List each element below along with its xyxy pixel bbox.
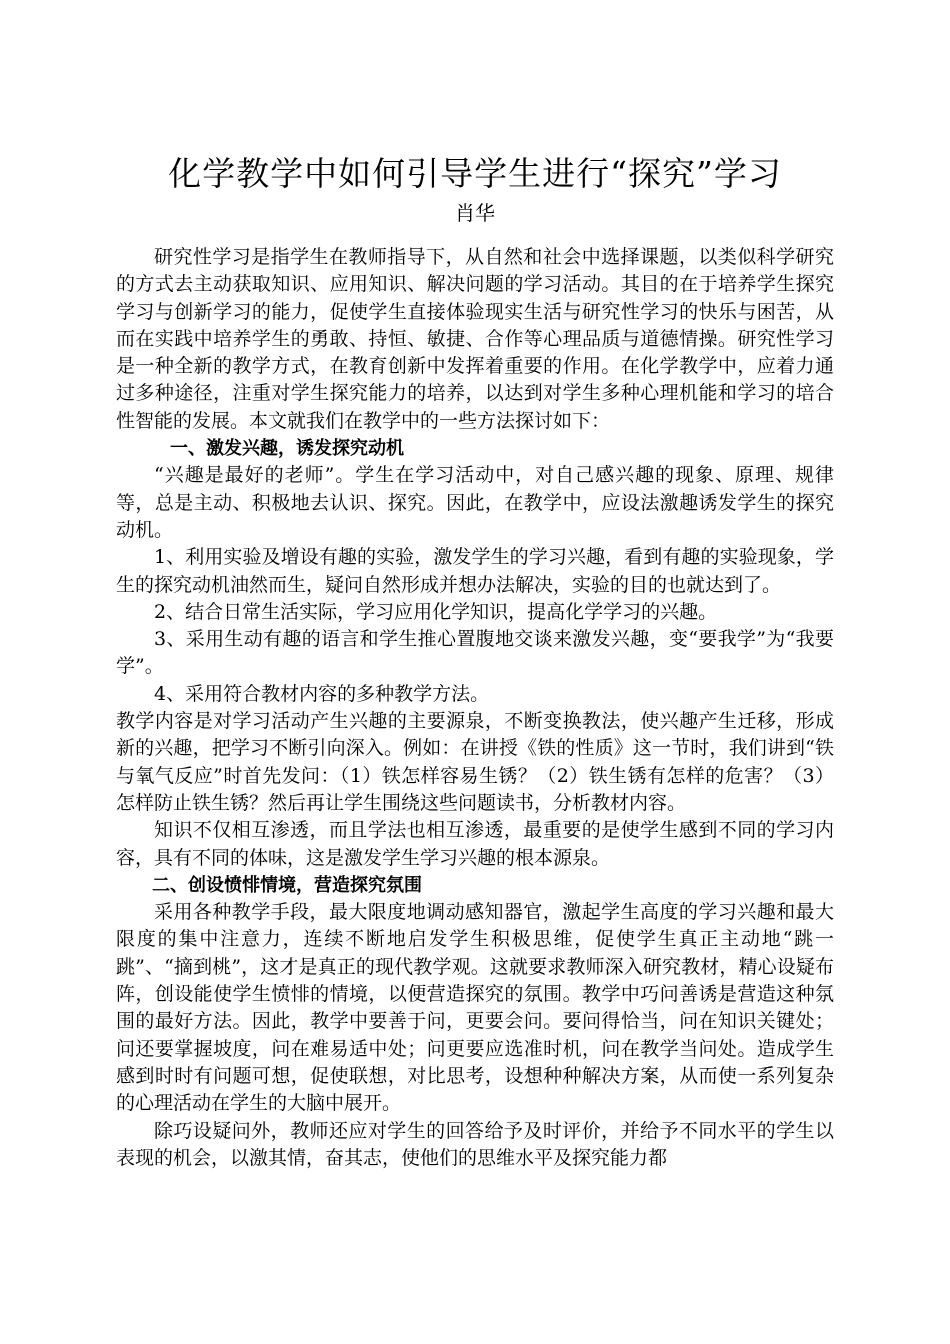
section1-paragraph-2: 教学内容是对学习活动产生兴趣的主要源泉，不断变换教法，使兴趣产生迁移，形成新的兴趣，把学习不断引向深入。例如：在讲授《铁的性质》这一节时，我们讲到“铁与氧气反应”时首先发问：（1）铁怎样容易生锈？（2）铁生锈有怎样的危害？（3）怎样防止铁生锈？然后再让学生围绕这些问题读书，分析教材内容。: [116, 710, 834, 814]
section1-item-4: 4、采用符合教材内容的多种教学方法。: [154, 682, 490, 705]
section1-paragraph-3: 知识不仅相互渗透，而且学法也相互渗透，最重要的是使学生感到不同的学习内容，具有不同的体味，这是激发学生学习兴趣的根本源泉。: [116, 819, 834, 869]
document-author: 肖华: [455, 201, 495, 225]
section1-item-2: 2、结合日常生活实际，学习应用化学知识，提高化学学习的兴趣。: [154, 600, 718, 623]
document-body: [116, 244, 834, 1172]
section-heading-1: 一、激发兴趣，诱发探究动机: [170, 438, 404, 460]
section1-item-3: 3、采用生动有趣的语言和学生推心置腹地交谈来激发兴趣，变“要我学”为“我要学”。: [116, 628, 834, 678]
document-title: 化学教学中如何引导学生进行“探究”学习: [168, 154, 782, 193]
section2-paragraph-2: 除巧设疑问外，教师还应对学生的回答给予及时评价，并给予不同水平的学生以表现的机会，以激其情，奋其志，使他们的思维水平及探究能力都: [116, 1119, 834, 1169]
section1-item-1: 1、利用实验及增设有趣的实验，激发学生的学习兴趣，看到有趣的实验现象，学生的探究动机油然而生，疑问自然形成并想办法解决，实验的目的也就达到了。: [116, 546, 834, 596]
intro-paragraph: 研究性学习是指学生在教师指导下，从自然和社会中选择课题，以类似科学研究的方式去主动获取知识、应用知识、解决问题的学习活动。其目的在于培养学生探究学习与创新学习的能力，促使学生直接体验现实生活与研究性学习的快乐与困苦，从而在实践中培养学生的勇敢、持恒、敏捷、合作等心理品质与道德情操。研究性学习是一种全新的教学方式，在教育创新中发挥着重要的作用。在化学教学中，应着力通过多种途径，注重对学生探究能力的培养，以达到对学生多种心理机能和学习的培合性智能的发展。本文就我们在教学中的一些方法探讨如下：: [116, 246, 834, 432]
section1-paragraph-1: “兴趣是最好的老师”。学生在学习活动中，对自己感兴趣的现象、原理、规律等，总是主动、积极地去认识、探究。因此，在教学中，应设法激趣诱发学生的探究动机。: [116, 464, 834, 541]
section-heading-2: 二、创设愤悱情境，营造探究氛围: [152, 874, 422, 896]
section2-paragraph-1: 采用各种教学手段，最大限度地调动感知器官，激起学生高度的学习兴趣和最大限度的集中注意力，连续不断地启发学生积极思维，促使学生真正主动地“跳一跳”、“摘到桃”，这才是真正的现代教学观。这就要求教师深入研究教材，精心设疑布阵，创设能使学生愤悱的情境，以便营造探究的氛围。教学中巧问善诱是营造这种氛围的最好方法。因此，教学中要善于问，更要会问。要问得恰当，问在知识关键处；问还要掌握坡度，问在难易适中处；问更要应选准时机，问在教学当问处。造成学生感到时时有问题可想，促使联想，对比思考，设想种种解决方案，从而使一系列复杂的心理活动在学生的大脑中展开。: [116, 901, 834, 1115]
